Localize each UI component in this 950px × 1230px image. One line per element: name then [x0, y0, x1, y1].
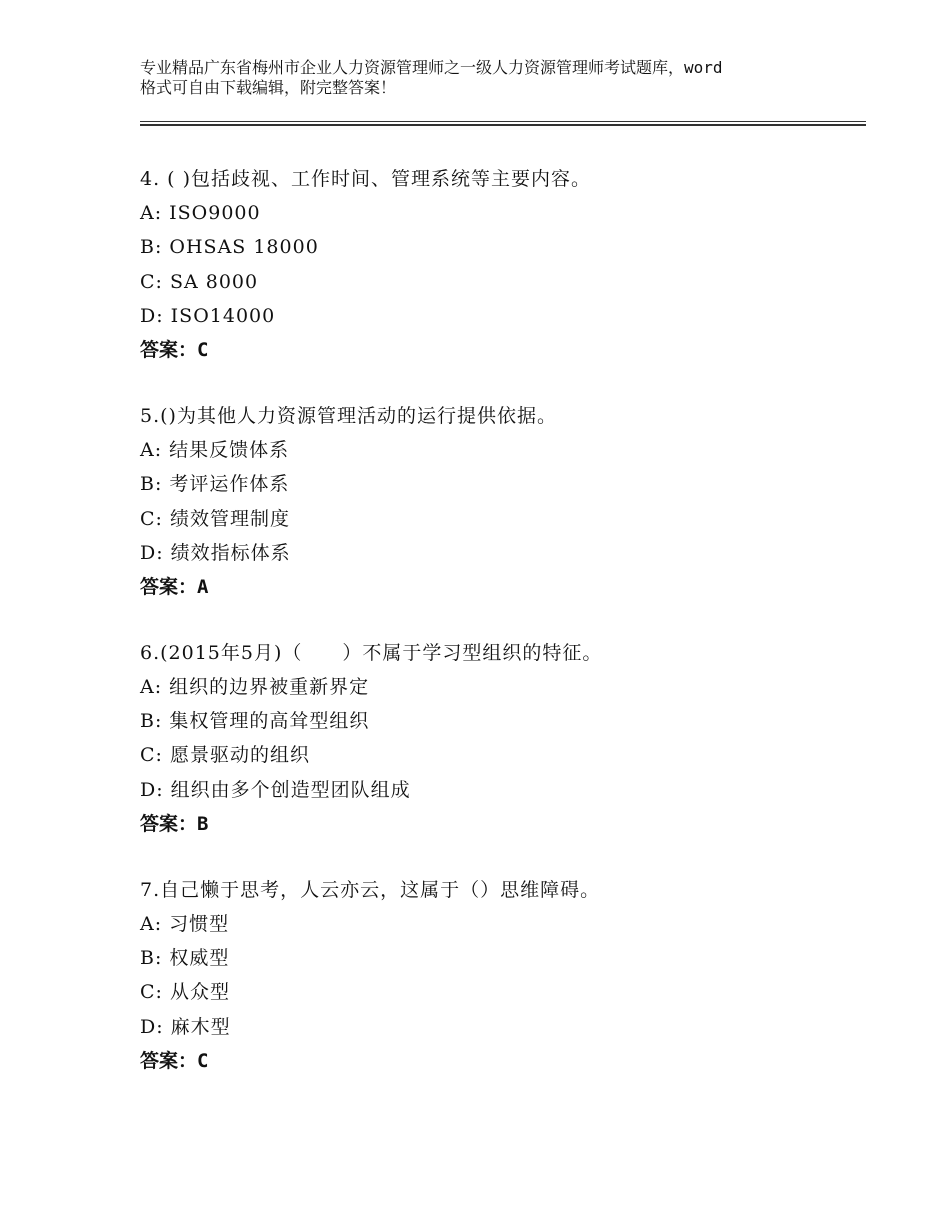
option-a: A: 习惯型: [140, 913, 230, 935]
question-4: [140, 162, 860, 367]
option-a: A: ISO9000: [140, 202, 261, 225]
document-header: [140, 58, 830, 98]
option-c: C: SA 8000: [140, 270, 259, 293]
question-text: 4. ( )包括歧视、工作时间、管理系统等主要内容。: [140, 168, 592, 190]
question-text: 6.(2015年5月)（ ）不属于学习型组织的特征。: [140, 641, 603, 664]
header-title-line-2: 格式可自由下载编辑，附完整答案！: [140, 78, 397, 97]
question-text: 5.()为其他人力资源管理活动的运行提供依据。: [140, 404, 557, 427]
answer-line: 答案：B: [140, 812, 209, 835]
option-b: B: 权威型: [140, 947, 230, 970]
header-title-line-1: 专业精品广东省梅州市企业人力资源管理师之一级人力资源管理师考试题库，word: [140, 58, 723, 77]
header-divider-thick: [140, 124, 866, 126]
option-c: C: 从众型: [140, 981, 230, 1004]
option-c: C: 绩效管理制度: [140, 507, 290, 530]
option-b: B: 考评运作体系: [140, 473, 290, 496]
question-list: [140, 162, 860, 1110]
option-b: B: OHSAS 18000: [140, 236, 319, 259]
option-c: C: 愿景驱动的组织: [140, 744, 310, 767]
option-a: A: 结果反馈体系: [140, 439, 290, 462]
option-d: D: 麻木型: [140, 1015, 231, 1038]
answer-line: 答案：C: [140, 338, 209, 361]
option-a: A: 组织的边界被重新界定: [140, 676, 370, 699]
question-6: [140, 636, 860, 841]
question-text: 7.自己懒于思考，人云亦云，这属于（）思维障碍。: [140, 878, 601, 901]
option-d: D: 组织由多个创造型团队组成: [140, 778, 411, 801]
header-divider-thin: [140, 121, 866, 122]
question-7: [140, 873, 860, 1078]
question-5: [140, 399, 860, 604]
answer-line: 答案：A: [140, 575, 209, 598]
option-d: D: 绩效指标体系: [140, 541, 291, 564]
option-d: D: ISO14000: [140, 304, 276, 327]
answer-line: 答案：C: [140, 1049, 209, 1072]
option-b: B: 集权管理的高耸型组织: [140, 710, 370, 733]
